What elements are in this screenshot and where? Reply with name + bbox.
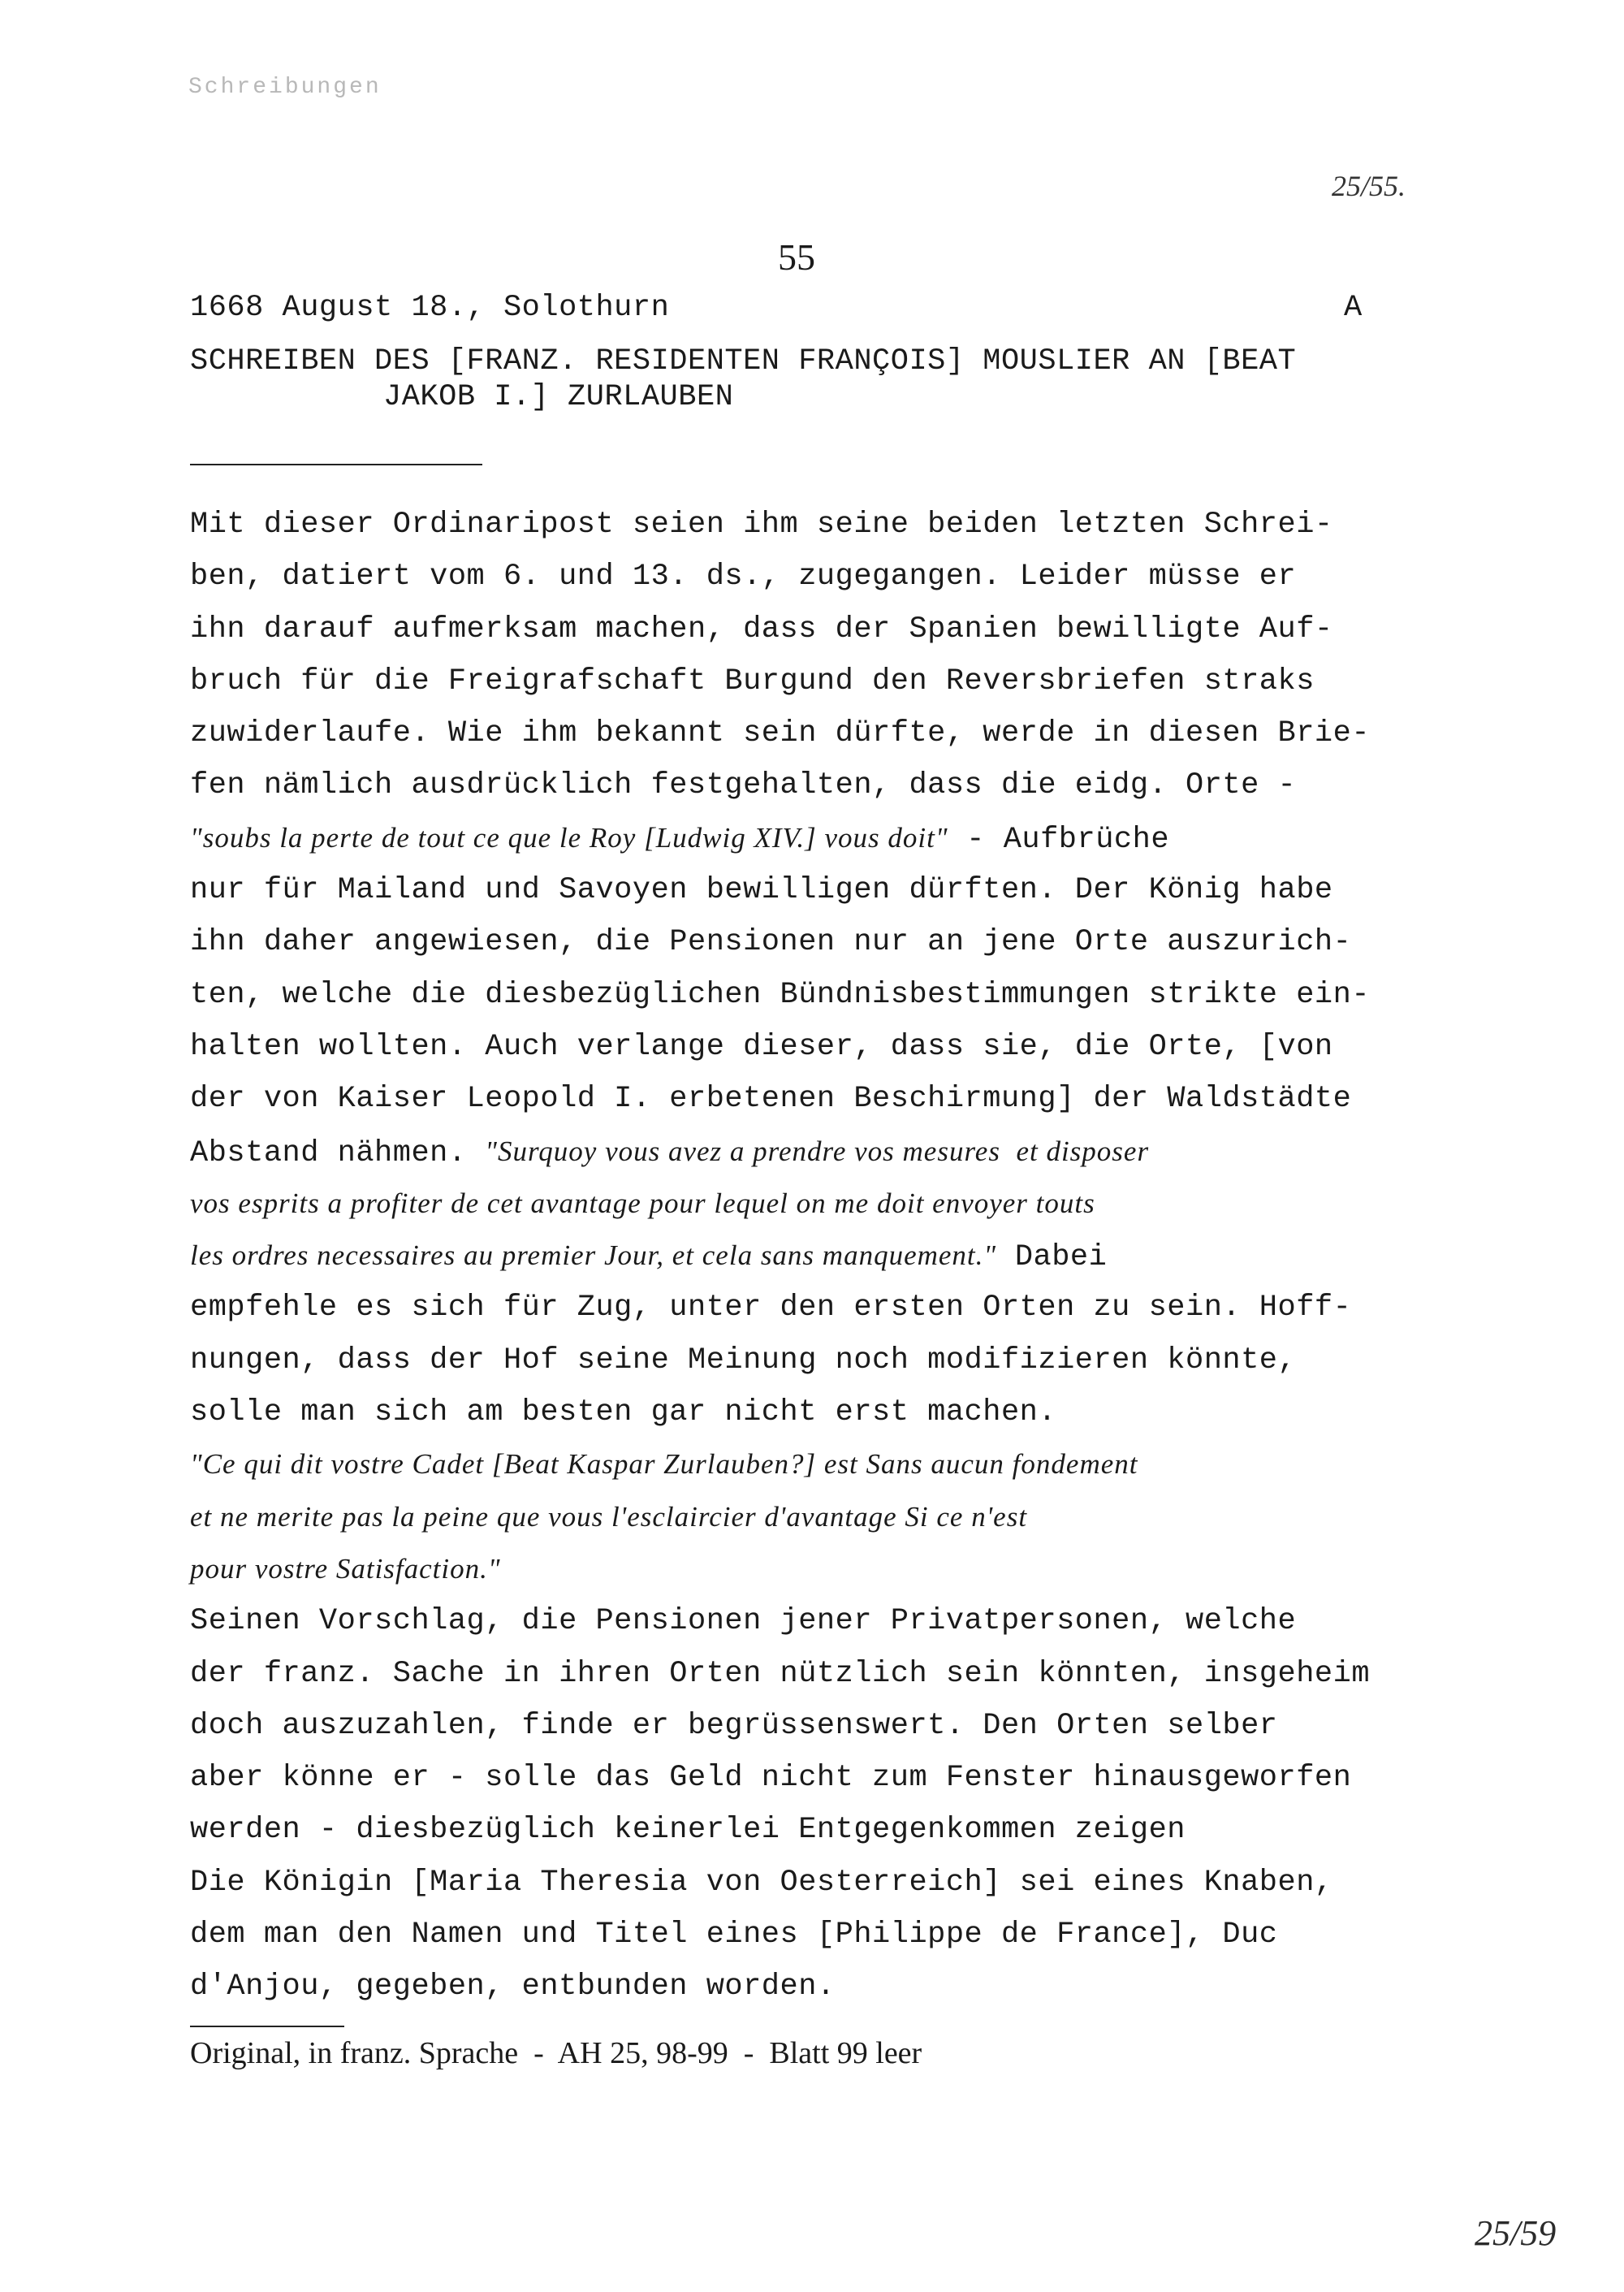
body-line [190, 864, 1489, 916]
quoted-french-text: "Surquoy vous avez a prendre vos mesures et disposer [485, 1135, 1150, 1167]
body-text-segment: werden - diesbezüglich keinerlei Entgegenkommen zeigen [190, 1813, 1186, 1848]
body-text-segment: dem man den Namen und Titel eines [Philippe de France], Duc [190, 1918, 1278, 1953]
body-text-segment: der von Kaiser Leopold I. erbetenen Beschirmung] der Waldstädte [190, 1082, 1352, 1117]
body-line [190, 1126, 1489, 1178]
body-line [190, 1491, 1489, 1543]
body-line [190, 1543, 1489, 1595]
quoted-french-text: "Ce qui dit vostre Cadet [Beat Kaspar Zurlauben?] est Sans aucun fondement [190, 1448, 1138, 1481]
body-line [190, 1752, 1489, 1804]
body-text-segment: solle man sich am besten gar nicht erst machen. [190, 1395, 1057, 1430]
body-text-segment: nur für Mailand und Savoyen bewilligen dürften. Der König habe [190, 873, 1333, 908]
body-line [190, 1334, 1489, 1386]
body-line [190, 916, 1489, 968]
body-line [190, 969, 1489, 1021]
body-line [190, 707, 1489, 759]
body-text-segment: halten wollten. Auch verlange dieser, dass sie, die Orte, [von [190, 1029, 1333, 1064]
body-line [190, 1282, 1489, 1334]
body-text-segment: der franz. Sache in ihren Orten nützlich sein könnten, insgeheim [190, 1656, 1371, 1691]
footnote-divider [190, 2026, 344, 2027]
quoted-french-text: et ne merite pas la peine que vous l'esclaircier d'avantage Si ce n'est [190, 1500, 1028, 1533]
body-text-segment: Abstand nähmen. [190, 1135, 486, 1170]
quoted-french-text: "soubs la perte de tout ce que le Roy [Ludwig XIV.] vous doit" [190, 821, 948, 854]
body-line [190, 551, 1489, 603]
quoted-french-text: les ordres necessaires au premier Jour, et cela sans manquement." [190, 1239, 997, 1272]
body-line [190, 812, 1489, 864]
body-line [190, 1230, 1489, 1282]
body-text-segment: nungen, dass der Hof seine Meinung noch modifizieren könnte, [190, 1343, 1297, 1377]
body-text-segment: - Aufbrüche [948, 822, 1170, 857]
body-text-segment: ben, datiert vom 6. und 13. ds., zugegangen. Leider müsse er [190, 560, 1297, 595]
body-text-segment: doch auszuzahlen, finde er begrüssenswert. Den Orten selber [190, 1708, 1278, 1743]
body-text-segment: ten, welche die diesbezüglichen Bündnisbestimmungen strikte ein- [190, 977, 1371, 1012]
body-line [190, 1073, 1489, 1125]
body-text-segment: fen nämlich ausdrücklich festgehalten, dass die eidg. Orte - [190, 768, 1297, 803]
body-line [190, 499, 1489, 551]
quoted-french-text: pour vostre Satisfaction." [190, 1552, 501, 1585]
body-text [190, 499, 1489, 2013]
body-line [190, 1386, 1489, 1438]
body-line [190, 1961, 1489, 2013]
title-divider [190, 464, 482, 465]
document-number: 55 [778, 236, 815, 278]
faint-stamp: Schreibungen [188, 75, 382, 100]
body-text-segment: bruch für die Freigrafschaft Burgund den Reversbriefen straks [190, 664, 1315, 698]
body-text-segment: Dabei [996, 1240, 1108, 1275]
source-note: Original, in franz. Sprache - AH 25, 98-99 - Blatt 99 leer [190, 2036, 922, 2070]
body-text-segment: ihn daher angewiesen, die Pensionen nur an jene Orte auszurich- [190, 925, 1352, 960]
body-text-segment: ihn darauf aufmerksam machen, dass der Spanien bewilligte Auf- [190, 612, 1333, 647]
body-text-segment: Die Königin [Maria Theresia von Oesterreich] sei eines Knaben, [190, 1865, 1333, 1900]
body-line [190, 1178, 1489, 1230]
body-text-segment: Mit dieser Ordinaripost seien ihm seine beiden letzten Schrei- [190, 508, 1333, 542]
body-line [190, 603, 1489, 655]
reference-number: 25/55. [1332, 170, 1406, 202]
document-title-line-1: SCHREIBEN DES [FRANZ. RESIDENTEN FRANÇOIS] MOUSLIER AN [BEAT [190, 344, 1297, 378]
body-text-segment: d'Anjou, gegeben, entbunden worden. [190, 1970, 836, 2004]
body-line [190, 759, 1489, 811]
body-line [190, 1021, 1489, 1073]
document-letter: A [1344, 291, 1363, 325]
body-line [190, 1438, 1489, 1490]
body-text-segment: aber könne er - solle das Geld nicht zum Fenster hinausgeworfen [190, 1761, 1352, 1796]
body-line [190, 1857, 1489, 1909]
body-text-segment: zuwiderlaufe. Wie ihm bekannt sein dürfte, werde in diesen Brie- [190, 716, 1371, 751]
quoted-french-text: vos esprits a profiter de cet avantage pour lequel on me doit envoyer touts [190, 1187, 1095, 1219]
body-line [190, 1804, 1489, 1856]
body-line [190, 1648, 1489, 1700]
body-line [190, 1700, 1489, 1752]
body-text-segment: empfehle es sich für Zug, unter den ersten Orten zu sein. Hoff- [190, 1291, 1352, 1325]
document-title-line-2: JAKOB I.] ZURLAUBEN [383, 380, 734, 414]
body-line [190, 1595, 1489, 1647]
body-text-segment: Seinen Vorschlag, die Pensionen jener Privatpersonen, welche [190, 1604, 1297, 1639]
body-line [190, 655, 1489, 707]
page-id: 25/59 [1475, 2213, 1557, 2253]
date-place-line: 1668 August 18., Solothurn [190, 291, 670, 325]
body-line [190, 1909, 1489, 1961]
